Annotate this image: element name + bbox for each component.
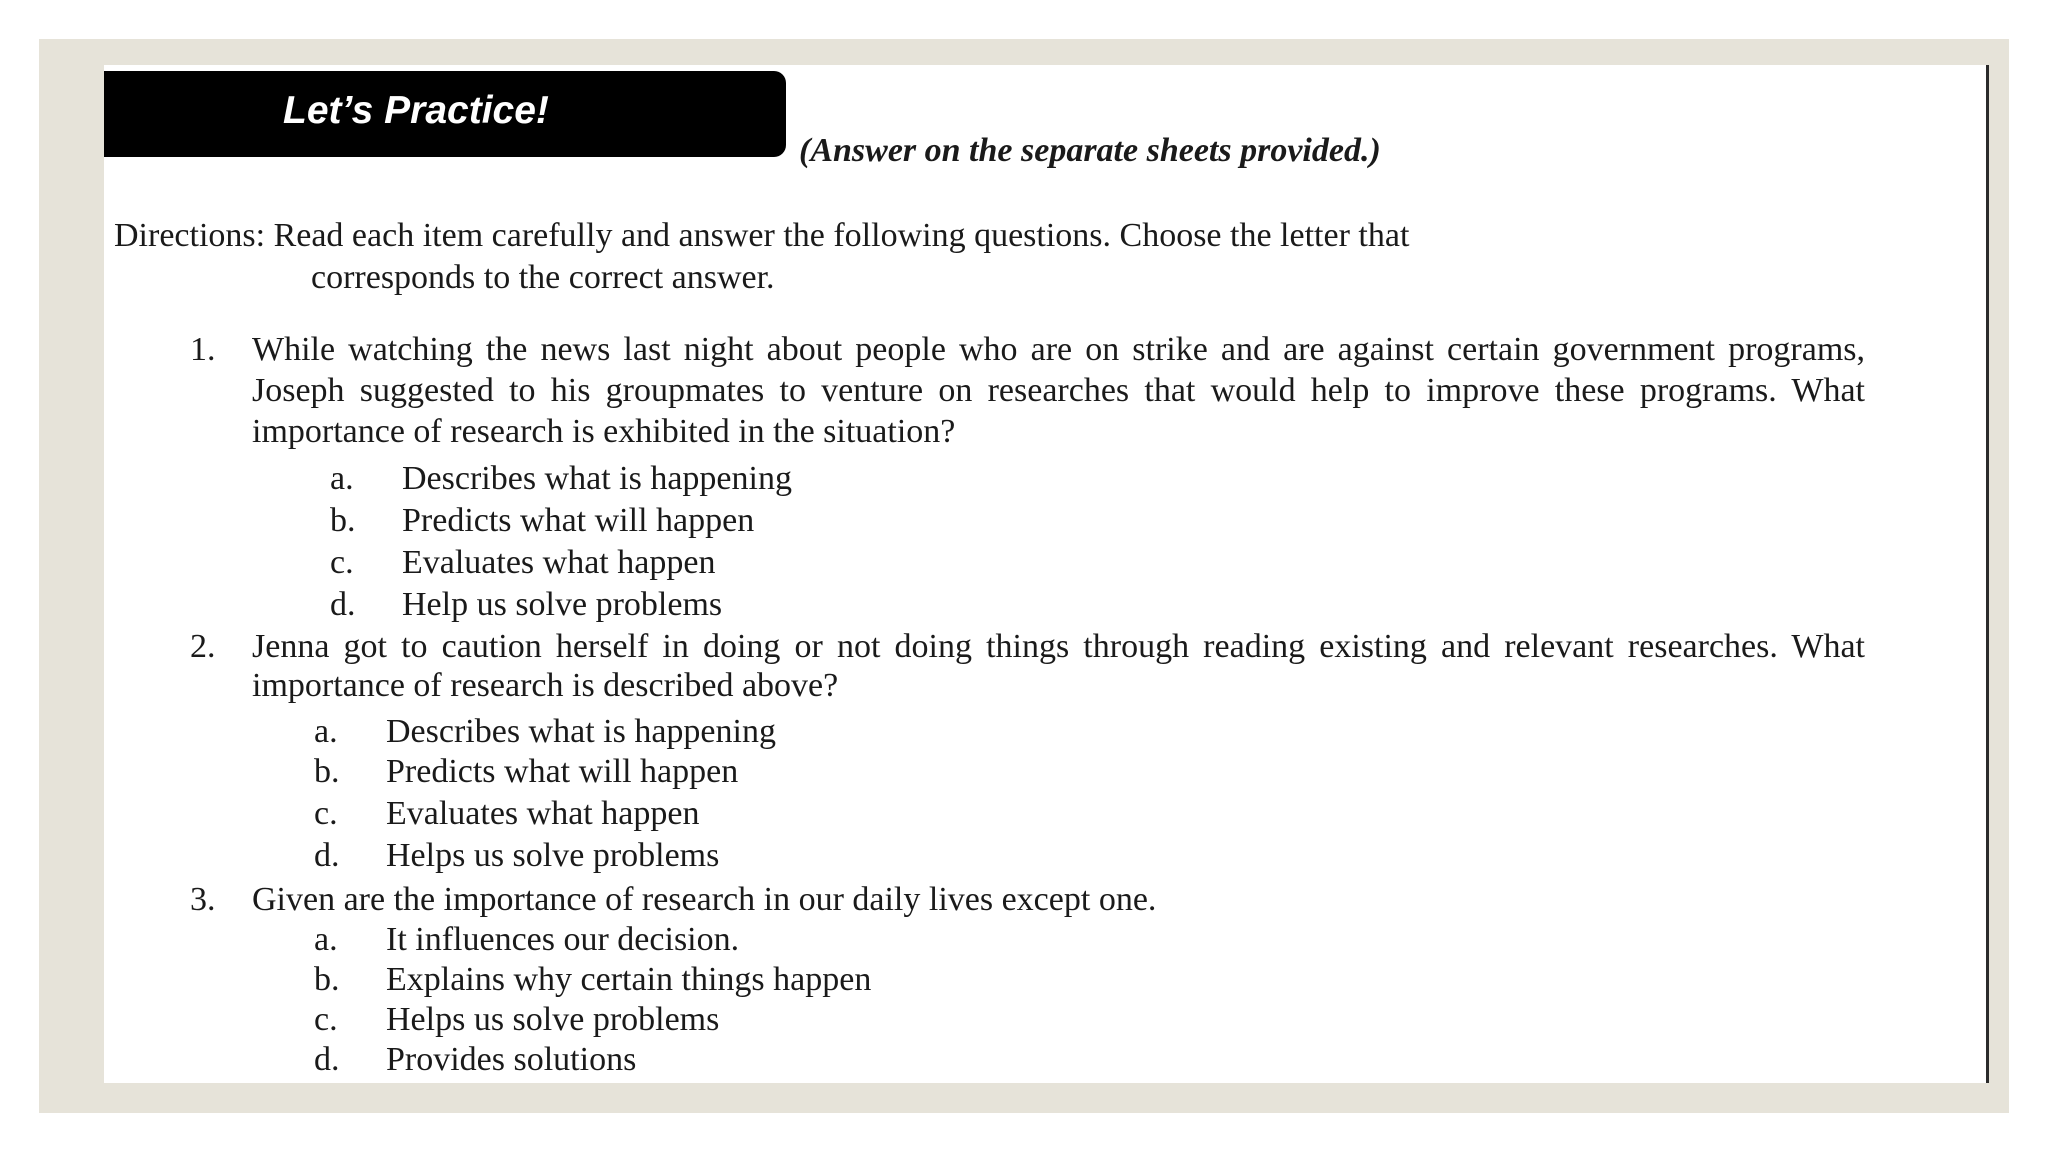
question-text: Given are the importance of research in our daily lives except one. xyxy=(252,881,1157,918)
option-text: Explains why certain things happen xyxy=(386,961,872,998)
question-text: Jenna got to caution herself in doing or not doing things through reading existing and relevant researches. What importance of research is described above? xyxy=(252,628,1865,704)
option-letter: d. xyxy=(330,586,356,623)
worksheet-page xyxy=(104,65,1989,1083)
practice-banner xyxy=(104,71,786,157)
option-text: Evaluates what happen xyxy=(386,795,700,832)
question-number: 2. xyxy=(190,628,216,665)
question-number: 1. xyxy=(190,331,216,368)
option-text: It influences our decision. xyxy=(386,921,740,958)
option-text: Predicts what will happen xyxy=(386,753,739,790)
option-text: Help us solve problems xyxy=(402,586,723,623)
option-text: Provides solutions xyxy=(386,1041,637,1078)
directions-line-1: Directions: Read each item carefully and answer the following questions. Choose the letter that xyxy=(114,217,1410,254)
option-letter: c. xyxy=(330,544,354,581)
option-letter: d. xyxy=(314,837,340,874)
banner-title: Let’s Practice! xyxy=(283,89,549,132)
option-text: Helps us solve problems xyxy=(386,837,720,874)
option-letter: b. xyxy=(314,961,340,998)
option-letter: d. xyxy=(314,1041,340,1078)
question-text: While watching the news last night about people who are on strike and are against certain government programs, Joseph suggested to his groupmates to venture on researches that would help to improve these programs. What importance of research is exhibited in the situation? xyxy=(252,331,1865,450)
option-text: Describes what is happening xyxy=(402,460,792,497)
option-letter: a. xyxy=(330,460,354,497)
option-letter: a. xyxy=(314,713,338,750)
option-text: Describes what is happening xyxy=(386,713,776,750)
question-number: 3. xyxy=(190,881,216,918)
option-letter: b. xyxy=(330,502,356,539)
option-letter: a. xyxy=(314,921,338,958)
option-letter: c. xyxy=(314,795,338,832)
option-text: Helps us solve problems xyxy=(386,1001,720,1038)
option-text: Evaluates what happen xyxy=(402,544,716,581)
question-1 xyxy=(190,329,1865,452)
option-letter: b. xyxy=(314,753,340,790)
option-letter: c. xyxy=(314,1001,338,1038)
question-3 xyxy=(190,879,1865,920)
directions-line-2: corresponds to the correct answer. xyxy=(311,259,775,296)
directions xyxy=(114,215,1409,299)
answer-note: (Answer on the separate sheets provided.) xyxy=(799,132,1381,169)
option-text: Predicts what will happen xyxy=(402,502,755,539)
question-2 xyxy=(190,627,1865,705)
